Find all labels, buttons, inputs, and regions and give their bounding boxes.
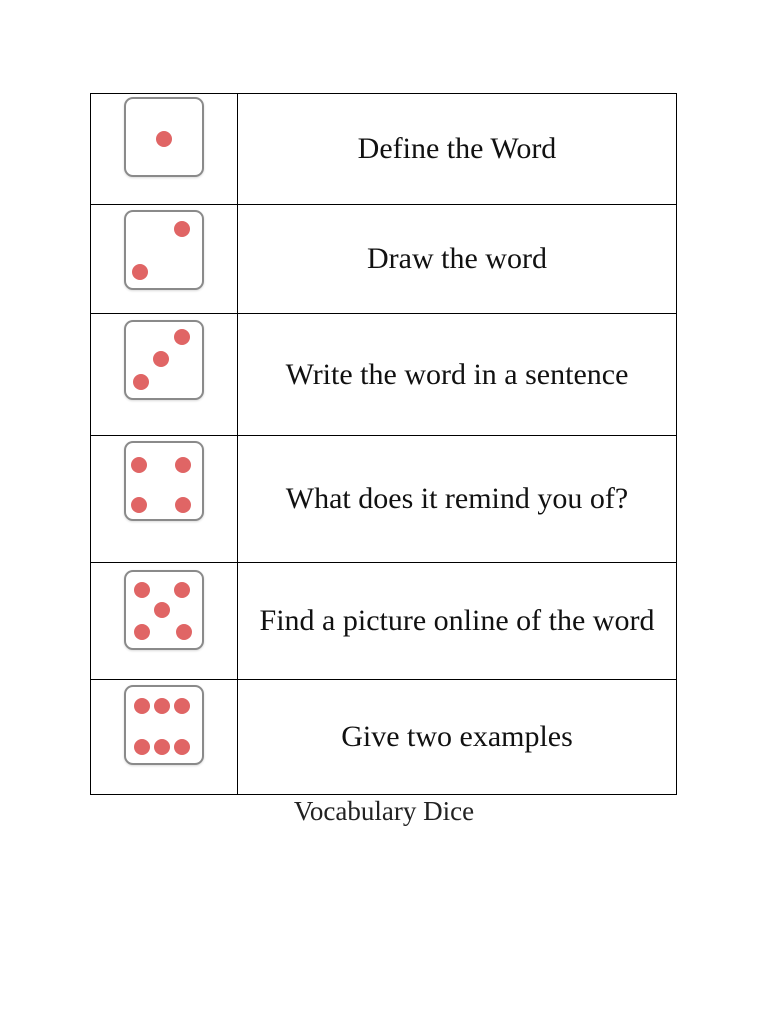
vocabulary-dice-table <box>90 93 677 795</box>
instruction-text: Write the word in a sentence <box>238 314 677 436</box>
die-cell <box>91 94 238 205</box>
die-cell <box>91 563 238 680</box>
die-six-icon <box>124 685 204 765</box>
die-five-icon <box>124 570 204 650</box>
pip <box>174 739 190 755</box>
table-row <box>91 680 677 795</box>
instruction-text: Give two examples <box>238 680 677 795</box>
instruction-text: What does it remind you of? <box>238 436 677 563</box>
pip <box>131 497 147 513</box>
pip <box>176 624 192 640</box>
pip <box>134 582 150 598</box>
pip <box>175 457 191 473</box>
table-row <box>91 314 677 436</box>
table-row <box>91 563 677 680</box>
instruction-text: Find a picture online of the word <box>238 563 677 680</box>
pip <box>132 264 148 280</box>
pip <box>134 739 150 755</box>
die-two-icon <box>124 210 204 290</box>
die-three-icon <box>124 320 204 400</box>
pip <box>153 351 169 367</box>
table-row <box>91 436 677 563</box>
table-row <box>91 94 677 205</box>
pip <box>174 221 190 237</box>
instruction-text: Define the Word <box>238 94 677 205</box>
pip <box>134 698 150 714</box>
pip <box>154 602 170 618</box>
pip <box>174 698 190 714</box>
pip <box>154 739 170 755</box>
pip <box>133 374 149 390</box>
die-cell <box>91 314 238 436</box>
pip <box>131 457 147 473</box>
pip <box>154 698 170 714</box>
pip <box>156 131 172 147</box>
pip <box>175 497 191 513</box>
die-one-icon <box>124 97 204 177</box>
die-cell <box>91 436 238 563</box>
die-four-icon <box>124 441 204 521</box>
die-cell <box>91 680 238 795</box>
pip <box>134 624 150 640</box>
die-cell <box>91 205 238 314</box>
instruction-text: Draw the word <box>238 205 677 314</box>
table-row <box>91 205 677 314</box>
table-caption: Vocabulary Dice <box>293 796 475 826</box>
pip <box>174 329 190 345</box>
pip <box>174 582 190 598</box>
